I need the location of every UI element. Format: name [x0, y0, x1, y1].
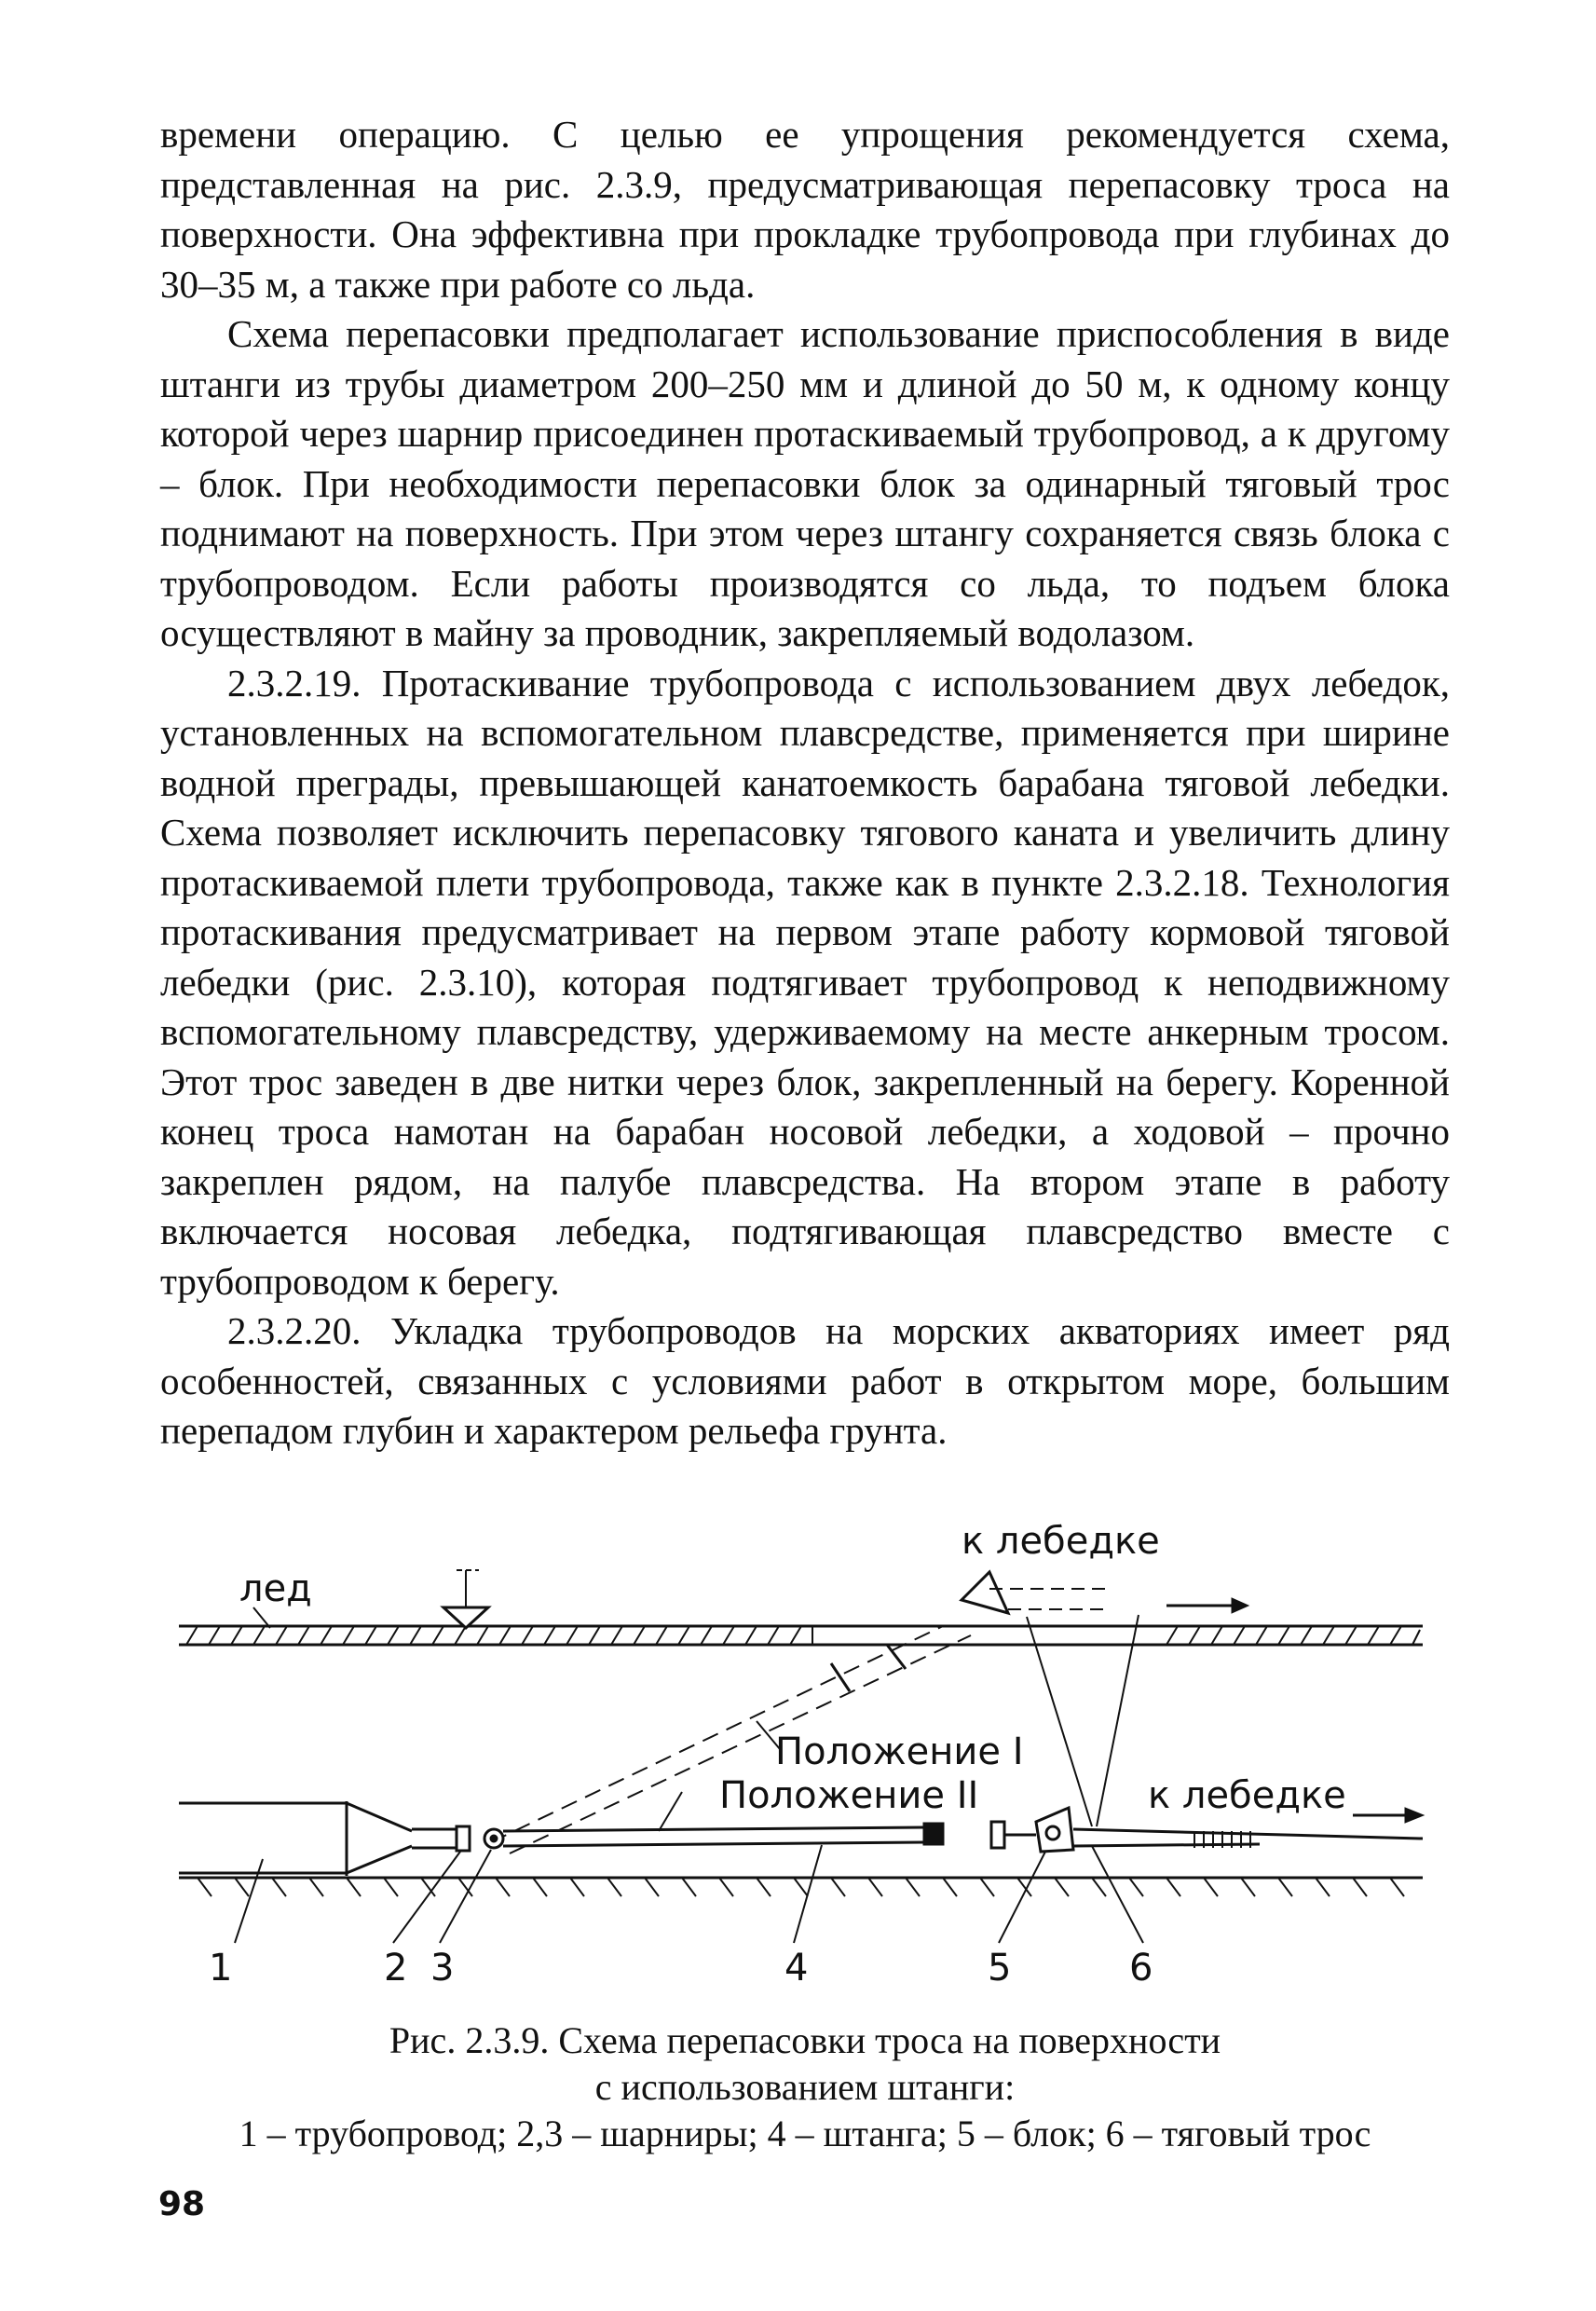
number-6: 6	[1129, 1947, 1153, 1990]
tow-rope-right	[1073, 1829, 1423, 1848]
number-4: 4	[784, 1947, 809, 1990]
hinges	[457, 1826, 503, 1851]
number-3: 3	[430, 1947, 455, 1990]
pipeline	[179, 1801, 468, 1876]
leader-lines	[235, 1607, 1143, 1943]
label-position-1: Положение I	[775, 1730, 1024, 1773]
label-ice: лед	[239, 1567, 312, 1610]
rope-transfer-diagram	[160, 1505, 1450, 1999]
block-position-2	[1004, 1808, 1073, 1852]
number-5: 5	[988, 1947, 1012, 1990]
arrow-to-winch-top	[1166, 1598, 1248, 1613]
caption-line-1: Рис. 2.3.9. Схема перепасовки троса на поверхности	[389, 2019, 1221, 2061]
label-position-2: Положение II	[719, 1774, 979, 1817]
caption-line-3: 1 – трубопровод; 2,3 – шарниры; 4 – штанга; 5 – блок; 6 – тяговый трос	[239, 2113, 1371, 2154]
tow-rope-vertical	[1027, 1615, 1139, 1826]
label-to-winch-top: к лебедке	[962, 1520, 1160, 1563]
rod-position-2	[503, 1822, 1004, 1848]
figure-2-3-9	[160, 1505, 1450, 1999]
page-number: 98	[158, 2185, 206, 2223]
caption-line-2: с использованием штанги:	[594, 2066, 1016, 2108]
paragraph: Схема перепасовки предполагает использование приспособления в виде штанги из трубы диаметром 200–250 мм и длиной до 50 м, к одному концу которой через шарнир присоединен протаскиваемый трубопровод, а к другому – блок. При необходимости перепасовки блок за одинарный тяговый трос поднимают на поверхность. При этом через штангу сохраняется связь блока с трубопроводом. Если работы производятся со льда, то подъем блока осуществляют в майну за проводник, закрепляемый водолазом.	[160, 312, 1450, 654]
block-position-1	[962, 1572, 1111, 1613]
figure-caption	[149, 2017, 1461, 2157]
number-2: 2	[384, 1947, 408, 1990]
ice-sheet	[179, 1626, 1423, 1645]
paragraph: 2.3.2.19. Протаскивание трубопровода с использованием двух лебедок, установленных на вспомогательном плавсредстве, применяется при ширине водной преграды, превышающей канатоемкость барабана тяговой лебедки. Схема позволяет исключить перепасовку тягового каната и увеличить длину протаскиваемой плети трубопровода, также как в пункте 2.3.2.18. Технология протаскивания предусматривает на первом этапе работу кормовой тяговой лебедки (рис. 2.3.10), которая подтягивает трубопровод к неподвижному вспомогательному плавсредству, удерживаемому на месте анкерным тросом. Этот трос заведен в две нитки через блок, закрепленный на берегу. Коренной конец троса намотан на барабан носовой лебедки, а ходовой – прочно закреплен рядом, на палубе плавсредства. На втором этапе в работу включается носовая лебедка, подтягивающая плавсредство вместе с трубопроводом к берегу.	[160, 661, 1450, 1303]
body-text	[160, 110, 1450, 1456]
paragraph: 2.3.2.20. Укладка трубопроводов на морских акваториях имеет ряд особенностей, связанных с условиями работ в открытом море, большим перепадом глубин и характером рельефа грунта.	[160, 1309, 1450, 1452]
paragraph: времени операцию. С целью ее упрощения рекомендуется схема, представленная на рис. 2.3.9, предусматривающая перепасовку троса на поверхности. Она эффективна при прокладке трубопровода при глубинах до 30–35 м, а также при работе со льда.	[160, 113, 1450, 306]
water-level-marker	[443, 1570, 488, 1628]
number-1: 1	[209, 1947, 233, 1990]
label-to-winch-right: к лебедке	[1148, 1774, 1346, 1817]
sea-bottom	[179, 1878, 1423, 1896]
arrow-to-winch-right	[1353, 1808, 1424, 1823]
